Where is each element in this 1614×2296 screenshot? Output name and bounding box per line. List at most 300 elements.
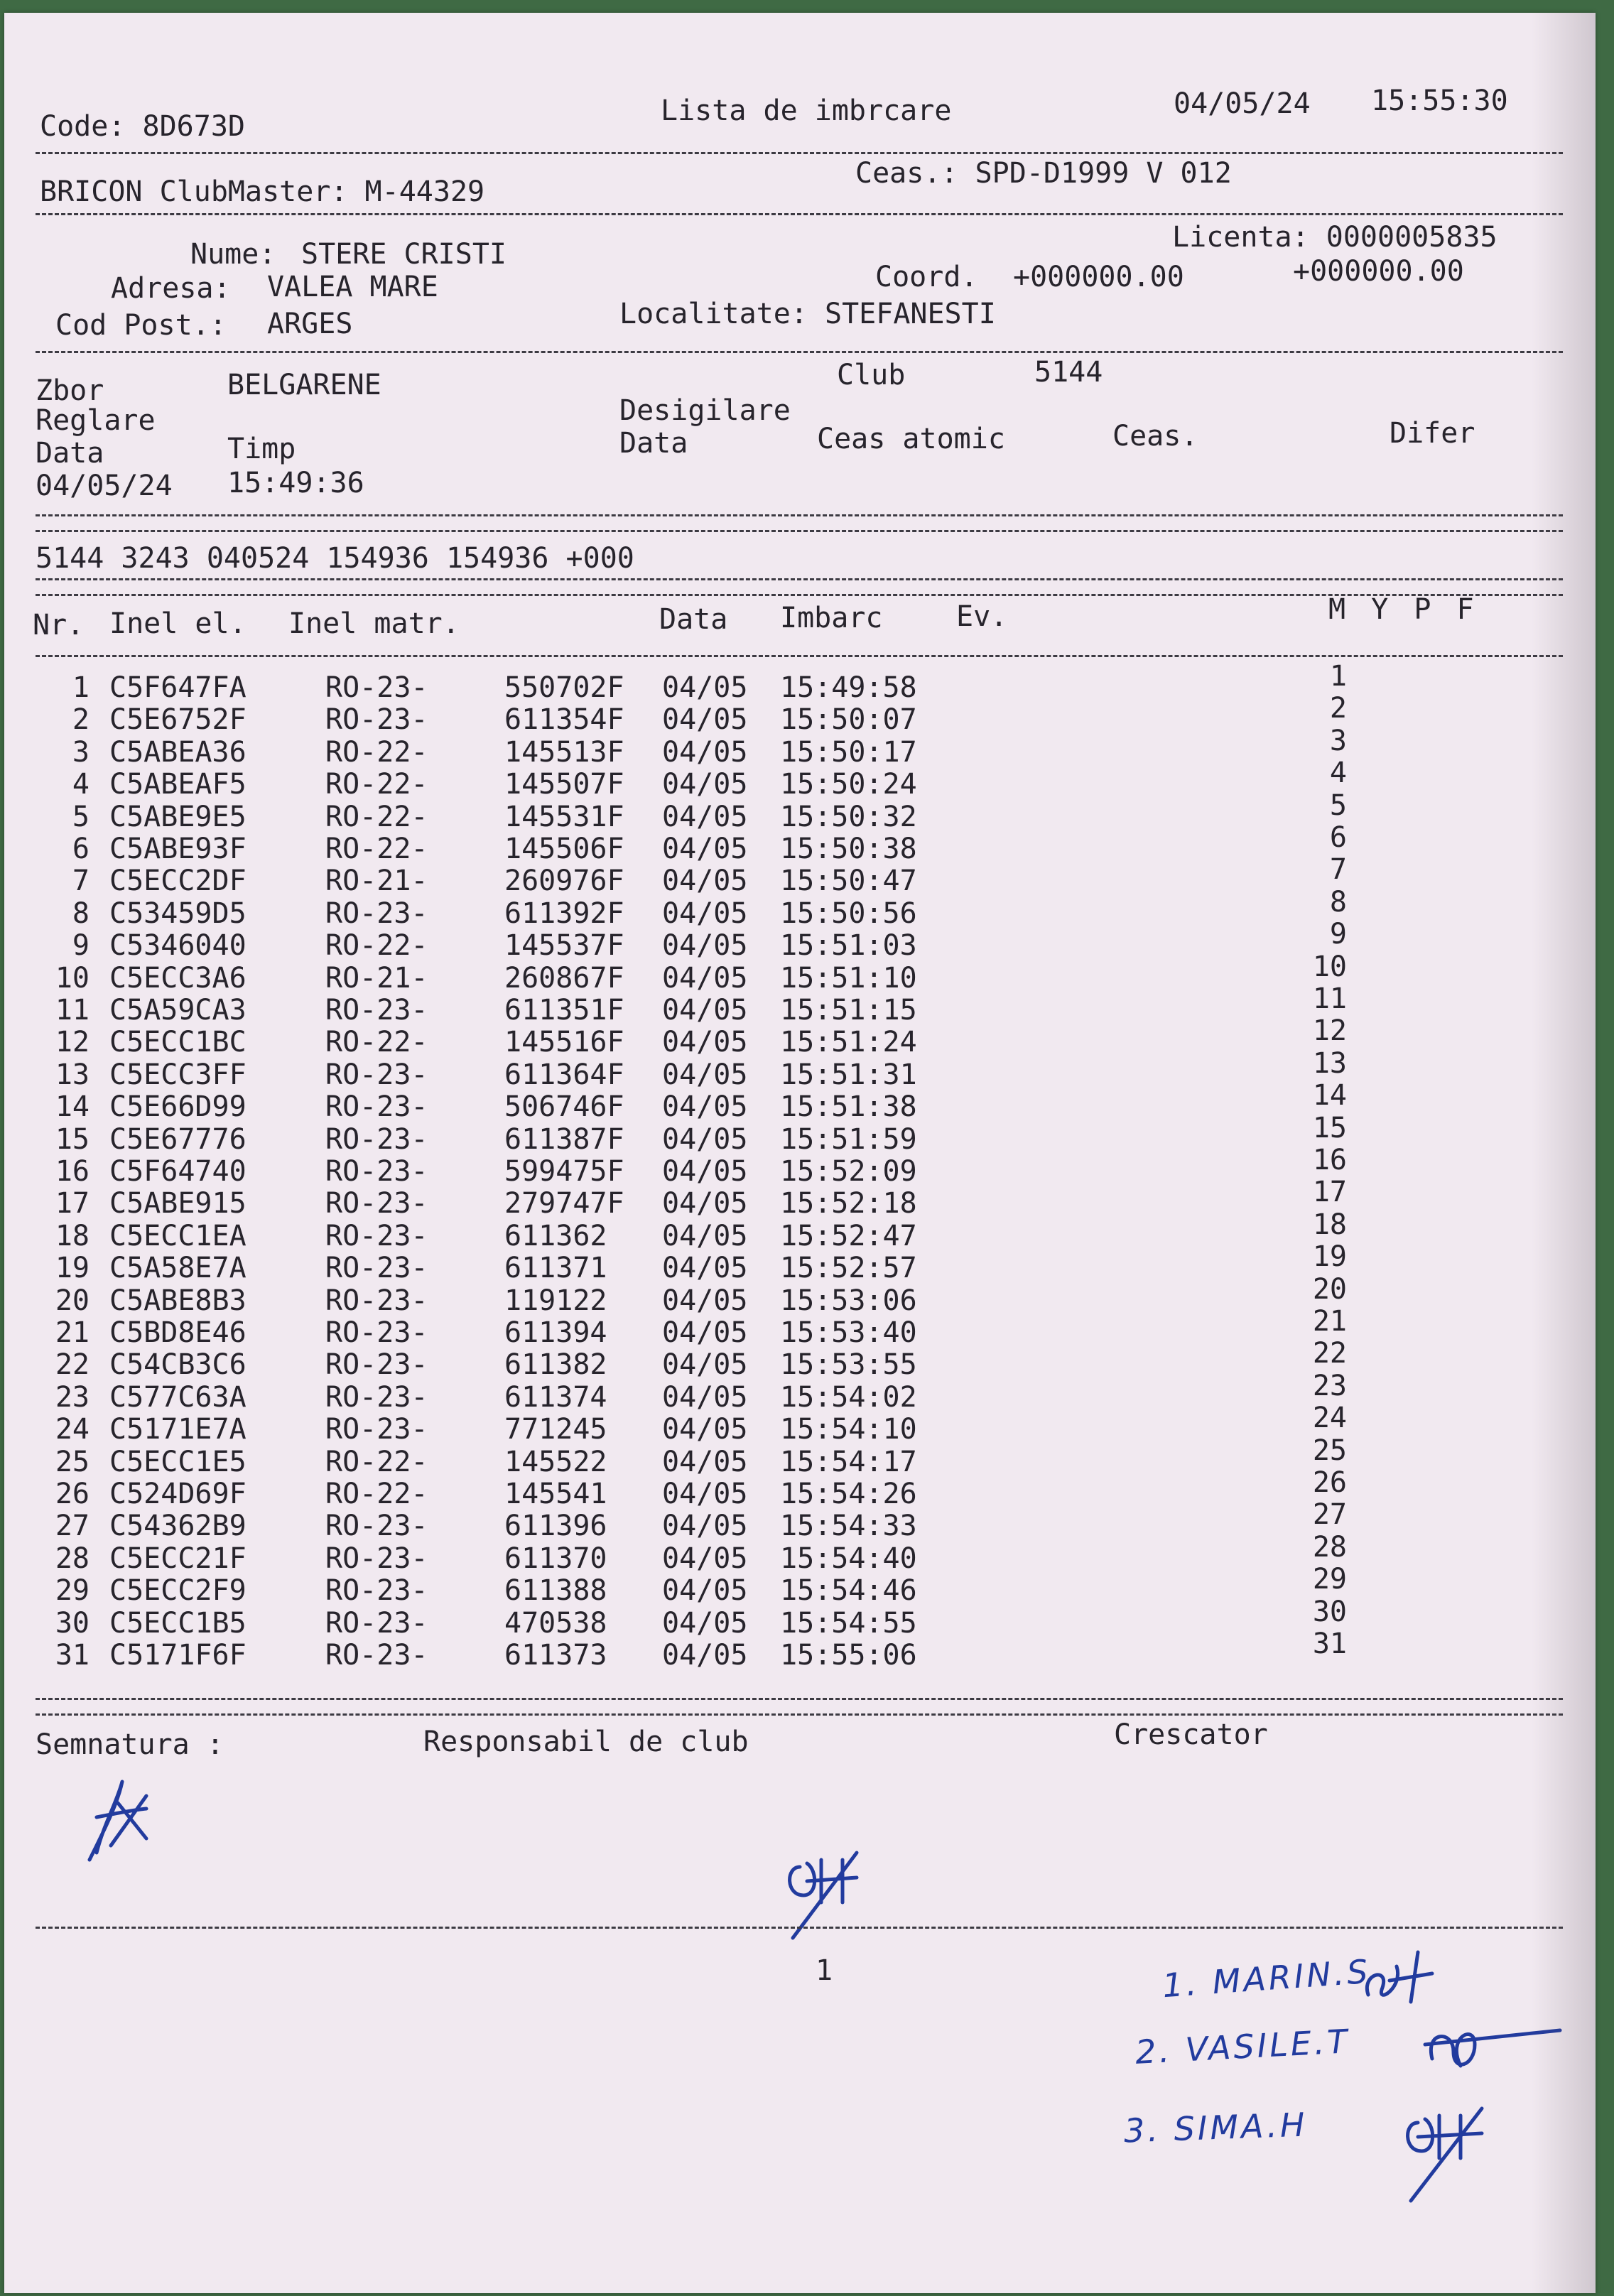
table-row [4, 1434, 1596, 1480]
divider [36, 1927, 1563, 1929]
cell-ring-electronic: C53459D5 [109, 897, 247, 930]
cell-position: 31 [1312, 1628, 1347, 1660]
table-row [4, 1079, 1596, 1125]
cell-nr: 7 [72, 865, 90, 898]
cell-ring-number: 145522 [504, 1445, 607, 1478]
table-row [4, 1466, 1596, 1512]
cell-basket-date: 04/05 [662, 865, 748, 898]
cell-position: 17 [1312, 1176, 1347, 1209]
cell-nr: 22 [55, 1348, 90, 1382]
cell-nr: 5 [72, 800, 90, 833]
cell-ring-number: 611354F [504, 703, 624, 737]
witness-3-name: 3. SIMA.H [1123, 2105, 1309, 2150]
cell-ring-electronic: C5ECC1EA [109, 1219, 247, 1252]
cell-basket-time: 15:49:58 [780, 671, 917, 704]
cell-position: 5 [1329, 789, 1347, 822]
breeder-label: Crescator [1114, 1718, 1268, 1751]
cell-position: 24 [1312, 1402, 1347, 1435]
cell-basket-time: 15:50:47 [780, 865, 917, 898]
cell-nr: 16 [55, 1155, 90, 1188]
cell-position: 1 [1329, 660, 1347, 693]
report-title: Lista de imbrcare [661, 94, 952, 127]
cell-ring-electronic: C5171E7A [109, 1413, 247, 1446]
cell-nr: 29 [55, 1574, 90, 1608]
cell-basket-date: 04/05 [662, 1090, 748, 1124]
cell-ring-number: 145537F [504, 929, 624, 963]
table-row [4, 692, 1596, 738]
cell-basket-time: 15:52:09 [780, 1155, 917, 1188]
cell-ring-prefix: RO-23- [325, 1380, 428, 1414]
cell-ring-electronic: C5BD8E46 [109, 1316, 247, 1349]
clock-code-line: 5144 3243 040524 154936 154936 +000 [36, 542, 634, 575]
cell-ring-prefix: RO-23- [325, 1122, 428, 1156]
cell-ring-prefix: RO-23- [325, 1413, 428, 1446]
cell-position: 15 [1312, 1111, 1347, 1144]
cell-ring-electronic: C5ABE93F [109, 833, 247, 865]
cell-basket-time: 15:51:31 [780, 1058, 917, 1091]
printed-sheet [4, 13, 1596, 2293]
cell-ring-electronic: C5A59CA3 [109, 994, 247, 1027]
cell-basket-date: 04/05 [662, 1284, 748, 1317]
cell-basket-date: 04/05 [662, 1380, 748, 1414]
cell-ring-prefix: RO-23- [325, 1510, 428, 1543]
cell-basket-date: 04/05 [662, 735, 748, 769]
table-row [4, 1498, 1596, 1544]
clubmaster-id: BRICON ClubMaster: M-44329 [40, 175, 485, 208]
cell-position: 8 [1329, 885, 1347, 919]
cell-nr: 12 [55, 1026, 90, 1059]
responsible-signature [779, 1839, 871, 1945]
licence-number: Licenta: 0000005835 [1172, 221, 1497, 254]
cell-position: 11 [1312, 982, 1347, 1015]
cell-position: 3 [1329, 724, 1347, 757]
cell-nr: 24 [55, 1413, 90, 1446]
club-number: 5144 [1034, 356, 1103, 389]
cell-nr: 6 [72, 833, 90, 865]
col-header-mypf: M Y P F [1328, 593, 1474, 626]
flight-label: Zbor [36, 374, 104, 407]
cell-basket-time: 15:53:40 [780, 1316, 917, 1349]
cell-ring-number: 611351F [504, 994, 624, 1027]
cell-basket-date: 04/05 [662, 1445, 748, 1478]
cell-basket-date: 04/05 [662, 671, 748, 704]
table-row [4, 1240, 1596, 1287]
cell-basket-time: 15:53:55 [780, 1348, 917, 1382]
cell-ring-electronic: C5F647FA [109, 671, 247, 704]
reglare-label: Reglare [36, 404, 156, 437]
cell-ring-number: 145541 [504, 1478, 607, 1510]
table-row [4, 1208, 1596, 1255]
cell-ring-prefix: RO-23- [325, 1155, 428, 1188]
cell-ring-prefix: RO-21- [325, 865, 428, 898]
cell-ring-electronic: C5ABEAF5 [109, 768, 247, 801]
cell-nr: 26 [55, 1478, 90, 1510]
cell-basket-time: 15:51:38 [780, 1090, 917, 1124]
col-header-data: Data [659, 603, 728, 636]
table-row [4, 1272, 1596, 1319]
table-row [4, 1530, 1596, 1577]
cell-ring-prefix: RO-23- [325, 897, 428, 930]
cell-nr: 4 [72, 768, 90, 801]
cell-basket-time: 15:53:06 [780, 1284, 917, 1317]
cell-basket-date: 04/05 [662, 703, 748, 737]
cell-ring-prefix: RO-21- [325, 961, 428, 995]
table-row [4, 1628, 1596, 1674]
cell-ring-number: 145531F [504, 800, 624, 833]
cell-basket-date: 04/05 [662, 1606, 748, 1640]
cell-nr: 11 [55, 994, 90, 1027]
cell-ring-prefix: RO-23- [325, 703, 428, 737]
col-header-imbarc: Imbarc [780, 602, 883, 634]
cell-ring-electronic: C5ABEA36 [109, 735, 247, 769]
cell-ring-number: 611370 [504, 1542, 607, 1575]
cell-position: 19 [1312, 1240, 1347, 1274]
divider [36, 530, 1563, 532]
page-number: 1 [816, 1954, 833, 1987]
cell-ring-electronic: C5ECC2DF [109, 865, 247, 898]
owner-postcode: ARGES [267, 308, 353, 340]
cell-ring-number: 611371 [504, 1252, 607, 1285]
cell-ring-electronic: C5ECC21F [109, 1542, 247, 1575]
cell-ring-electronic: C5E66D99 [109, 1090, 247, 1124]
cell-ring-number: 611364F [504, 1058, 624, 1091]
cell-basket-date: 04/05 [662, 1413, 748, 1446]
cell-nr: 13 [55, 1058, 90, 1091]
cell-ring-electronic: C5ECC1B5 [109, 1606, 247, 1640]
cell-ring-prefix: RO-23- [325, 1316, 428, 1349]
cell-basket-date: 04/05 [662, 1122, 748, 1156]
col-header-inel-matr: Inel matr. [288, 607, 460, 640]
cell-ring-prefix: RO-23- [325, 1187, 428, 1220]
cell-position: 13 [1312, 1046, 1347, 1080]
cell-ring-electronic: C54CB3C6 [109, 1348, 247, 1382]
cell-nr: 10 [55, 961, 90, 995]
witness-2-name: 2. VASILE.T [1134, 2022, 1351, 2072]
postcode-label: Cod Post.: [55, 309, 227, 342]
cell-basket-date: 04/05 [662, 1639, 748, 1672]
cell-position: 4 [1329, 757, 1347, 790]
cell-basket-date: 04/05 [662, 1187, 748, 1220]
cell-position: 26 [1312, 1466, 1347, 1499]
timp-label: Timp [227, 433, 296, 465]
cell-basket-date: 04/05 [662, 1219, 748, 1252]
cell-ring-electronic: C5ABE8B3 [109, 1284, 247, 1317]
table-row [4, 757, 1596, 803]
cell-position: 14 [1312, 1079, 1347, 1112]
cell-position: 28 [1312, 1530, 1347, 1564]
cell-position: 29 [1312, 1563, 1347, 1596]
witness-2-signature [1418, 2016, 1567, 2080]
cell-basket-date: 04/05 [662, 1542, 748, 1575]
cell-basket-time: 15:51:10 [780, 961, 917, 995]
table-row [4, 1176, 1596, 1222]
table-row [4, 1014, 1596, 1061]
cell-basket-date: 04/05 [662, 768, 748, 801]
cell-basket-time: 15:54:02 [780, 1380, 917, 1414]
divider [36, 514, 1563, 516]
witness-1-name: 1. MARIN.S [1161, 1951, 1372, 2005]
cell-ring-number: 611396 [504, 1510, 607, 1543]
cell-basket-date: 04/05 [662, 1058, 748, 1091]
cell-ring-number: 611374 [504, 1380, 607, 1414]
cell-ring-prefix: RO-23- [325, 1639, 428, 1672]
table-row [4, 982, 1596, 1029]
reglare-date: 04/05/24 [36, 470, 173, 502]
cell-basket-date: 04/05 [662, 1316, 748, 1349]
table-row [4, 950, 1596, 997]
report-time: 15:55:30 [1371, 85, 1508, 117]
report-code: Code: 8D673D [40, 110, 245, 143]
cell-basket-time: 15:54:40 [780, 1542, 917, 1575]
atomic-clock-label: Ceas atomic [817, 423, 1005, 455]
cell-ring-prefix: RO-23- [325, 1542, 428, 1575]
table-row [4, 1595, 1596, 1642]
cell-ring-electronic: C5E67776 [109, 1122, 247, 1156]
cell-position: 20 [1312, 1272, 1347, 1306]
cell-ring-number: 260976F [504, 865, 624, 898]
cell-ring-electronic: C54362B9 [109, 1510, 247, 1543]
table-row [4, 853, 1596, 899]
flight-name: BELGARENE [227, 369, 381, 401]
cell-basket-time: 15:50:56 [780, 897, 917, 930]
cell-position: 6 [1329, 821, 1347, 854]
cell-nr: 19 [55, 1252, 90, 1285]
difference-label: Difer [1390, 417, 1475, 450]
cell-ring-number: 260867F [504, 961, 624, 995]
cell-ring-number: 279747F [504, 1187, 624, 1220]
cell-basket-date: 04/05 [662, 1026, 748, 1059]
cell-ring-prefix: RO-23- [325, 1252, 428, 1285]
cell-basket-date: 04/05 [662, 1155, 748, 1188]
cell-ring-number: 599475F [504, 1155, 624, 1188]
owner-name: STERE CRISTI [301, 238, 507, 271]
cell-ring-prefix: RO-22- [325, 1026, 428, 1059]
cell-ring-electronic: C5A58E7A [109, 1252, 247, 1285]
cell-position: 12 [1312, 1014, 1347, 1048]
divider [36, 578, 1563, 580]
cell-ring-number: 771245 [504, 1413, 607, 1446]
cell-ring-electronic: C5346040 [109, 929, 247, 963]
owner-address: VALEA MARE [267, 271, 438, 303]
cell-nr: 8 [72, 897, 90, 930]
cell-position: 10 [1312, 950, 1347, 983]
cell-basket-time: 15:50:38 [780, 833, 917, 865]
clock-label: Ceas. [1112, 420, 1198, 453]
cell-position: 7 [1329, 853, 1347, 887]
cell-basket-time: 15:52:18 [780, 1187, 917, 1220]
cell-basket-time: 15:54:10 [780, 1413, 917, 1446]
col-header-inel-el: Inel el. [109, 607, 247, 640]
clock-id: Ceas.: SPD-D1999 V 012 [855, 157, 1232, 190]
cell-position: 2 [1329, 692, 1347, 725]
cell-basket-date: 04/05 [662, 1252, 748, 1285]
cell-ring-prefix: RO-23- [325, 1219, 428, 1252]
cell-nr: 23 [55, 1380, 90, 1414]
cell-ring-prefix: RO-23- [325, 1574, 428, 1608]
cell-position: 16 [1312, 1144, 1347, 1176]
cell-nr: 28 [55, 1542, 90, 1575]
cell-ring-number: 611394 [504, 1316, 607, 1349]
cell-basket-time: 15:54:55 [780, 1606, 917, 1640]
cell-position: 18 [1312, 1208, 1347, 1241]
cell-basket-date: 04/05 [662, 1348, 748, 1382]
table-row [4, 724, 1596, 771]
cell-ring-prefix: RO-23- [325, 1284, 428, 1317]
cell-position: 27 [1312, 1498, 1347, 1532]
cell-ring-prefix: RO-22- [325, 800, 428, 833]
cell-ring-prefix: RO-22- [325, 929, 428, 963]
cell-ring-prefix: RO-23- [325, 1606, 428, 1640]
cell-ring-number: 470538 [504, 1606, 607, 1640]
cell-basket-time: 15:55:06 [780, 1639, 917, 1672]
cell-ring-number: 145516F [504, 1026, 624, 1059]
data-label: Data [36, 437, 104, 470]
cell-ring-number: 506746F [504, 1090, 624, 1124]
divider [36, 655, 1563, 657]
cell-ring-prefix: RO-23- [325, 994, 428, 1027]
cell-nr: 27 [55, 1510, 90, 1543]
cell-ring-electronic: C5ECC1E5 [109, 1445, 247, 1478]
table-row [4, 918, 1596, 964]
signature-label: Semnatura : [36, 1728, 224, 1761]
divider [36, 1698, 1563, 1700]
table-row [4, 1402, 1596, 1448]
cell-basket-time: 15:54:33 [780, 1510, 917, 1543]
cell-nr: 20 [55, 1284, 90, 1317]
cell-ring-electronic: C524D69F [109, 1478, 247, 1510]
cell-ring-prefix: RO-23- [325, 671, 428, 704]
cell-basket-time: 15:50:07 [780, 703, 917, 737]
coord-longitude: +000000.00 [1293, 255, 1464, 288]
table-row [4, 1369, 1596, 1416]
cell-nr: 17 [55, 1187, 90, 1220]
cell-ring-number: 145506F [504, 833, 624, 865]
witness-3-signature [1397, 2094, 1496, 2208]
divider [36, 351, 1563, 353]
cell-nr: 31 [55, 1639, 90, 1672]
cell-nr: 18 [55, 1219, 90, 1252]
divider [36, 213, 1563, 215]
cell-basket-date: 04/05 [662, 897, 748, 930]
club-label: Club [837, 359, 906, 391]
cell-nr: 2 [72, 703, 90, 737]
cell-ring-prefix: RO-22- [325, 735, 428, 769]
cell-basket-date: 04/05 [662, 800, 748, 833]
coord-latitude: +000000.00 [1013, 261, 1184, 293]
cell-ring-prefix: RO-22- [325, 1445, 428, 1478]
table-row [4, 660, 1596, 706]
cell-basket-time: 15:54:46 [780, 1574, 917, 1608]
cell-ring-electronic: C5171F6F [109, 1639, 247, 1672]
cell-ring-prefix: RO-23- [325, 1348, 428, 1382]
cell-basket-date: 04/05 [662, 833, 748, 865]
cell-basket-time: 15:54:17 [780, 1445, 917, 1478]
coord-label: Coord. [875, 261, 978, 293]
cell-basket-time: 15:52:47 [780, 1219, 917, 1252]
cell-nr: 25 [55, 1445, 90, 1478]
address-label: Adresa: [111, 272, 231, 305]
cell-nr: 1 [72, 671, 90, 704]
cell-basket-time: 15:51:24 [780, 1026, 917, 1059]
table-row [4, 1111, 1596, 1158]
cell-ring-electronic: C5ECC3A6 [109, 961, 247, 995]
cell-ring-number: 550702F [504, 671, 624, 704]
cell-basket-time: 15:51:03 [780, 929, 917, 963]
cell-position: 9 [1329, 918, 1347, 951]
table-row [4, 821, 1596, 867]
desigilare-label: Desigilare [619, 394, 791, 427]
owner-locality: Localitate: STEFANESTI [619, 298, 996, 330]
divider [36, 152, 1563, 154]
cell-basket-time: 15:54:26 [780, 1478, 917, 1510]
cell-ring-electronic: C5ABE915 [109, 1187, 247, 1220]
club-responsible-label: Responsabil de club [423, 1726, 749, 1758]
cell-position: 22 [1312, 1337, 1347, 1370]
cell-position: 30 [1312, 1595, 1347, 1628]
cell-ring-prefix: RO-23- [325, 1058, 428, 1091]
cell-basket-time: 15:50:32 [780, 800, 917, 833]
table-row [4, 1337, 1596, 1383]
cell-nr: 9 [72, 929, 90, 963]
cell-ring-prefix: RO-22- [325, 1478, 428, 1510]
cell-basket-time: 15:52:57 [780, 1252, 917, 1285]
cell-ring-electronic: C5E6752F [109, 703, 247, 737]
cell-ring-number: 611392F [504, 897, 624, 930]
cell-ring-prefix: RO-22- [325, 768, 428, 801]
reglare-time: 15:49:36 [227, 467, 364, 499]
cell-position: 23 [1312, 1369, 1347, 1402]
table-row [4, 789, 1596, 835]
cell-nr: 21 [55, 1316, 90, 1349]
cell-ring-number: 145513F [504, 735, 624, 769]
cell-basket-time: 15:51:59 [780, 1122, 917, 1156]
cell-ring-electronic: C5ECC3FF [109, 1058, 247, 1091]
cell-ring-electronic: C5ECC1BC [109, 1026, 247, 1059]
cell-nr: 14 [55, 1090, 90, 1124]
cell-basket-date: 04/05 [662, 1478, 748, 1510]
witness-1-signature [1354, 1945, 1453, 2009]
cell-ring-number: 145507F [504, 768, 624, 801]
cell-ring-number: 611388 [504, 1574, 607, 1608]
cell-basket-date: 04/05 [662, 994, 748, 1027]
cell-ring-prefix: RO-23- [325, 1090, 428, 1124]
cell-ring-electronic: C5ECC2F9 [109, 1574, 247, 1608]
report-date: 04/05/24 [1174, 87, 1311, 120]
cell-ring-electronic: C5F64740 [109, 1155, 247, 1188]
cell-ring-number: 119122 [504, 1284, 607, 1317]
cell-ring-number: 611382 [504, 1348, 607, 1382]
cell-ring-electronic: C577C63A [109, 1380, 247, 1414]
table-row [4, 1563, 1596, 1609]
table-row [4, 1046, 1596, 1093]
desigilare-data-label: Data [619, 427, 688, 460]
cell-position: 25 [1312, 1434, 1347, 1467]
cell-ring-number: 611373 [504, 1639, 607, 1672]
col-header-ev: Ev. [956, 600, 1008, 633]
cell-position: 21 [1312, 1305, 1347, 1338]
cell-nr: 3 [72, 735, 90, 769]
table-row [4, 1305, 1596, 1351]
cell-ring-number: 611362 [504, 1219, 607, 1252]
cell-nr: 15 [55, 1122, 90, 1156]
cell-basket-time: 15:51:15 [780, 994, 917, 1027]
cell-ring-number: 611387F [504, 1122, 624, 1156]
cell-basket-time: 15:50:17 [780, 735, 917, 769]
name-label: Nume: [190, 238, 276, 271]
cell-basket-time: 15:50:24 [780, 768, 917, 801]
table-row [4, 885, 1596, 932]
cell-ring-prefix: RO-22- [325, 833, 428, 865]
